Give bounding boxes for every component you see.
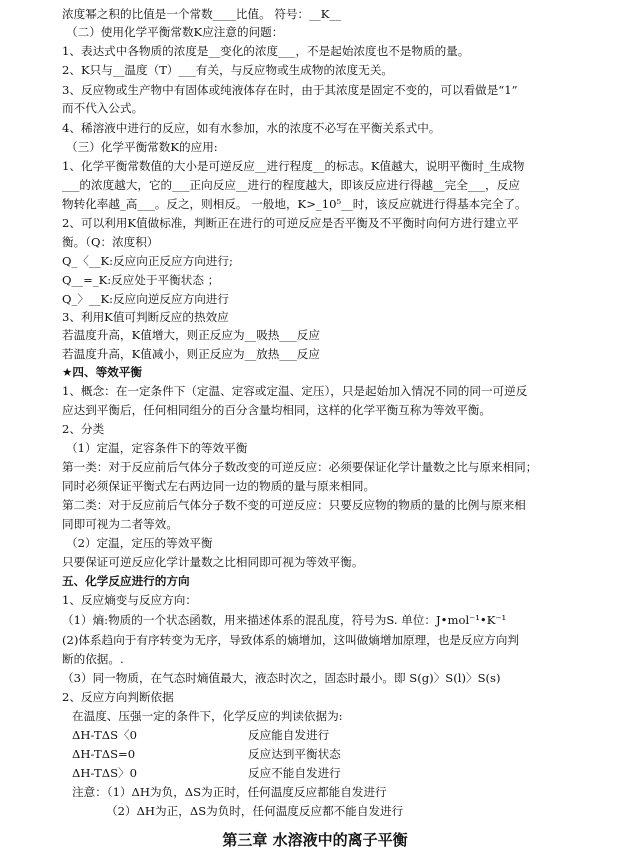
- criteria-expression: ΔH-TΔS〉0: [72, 766, 138, 780]
- text-line: 3、反应物或生产物中有固体或纯液体存在时，由于其浓度是固定不变的，可以看做是“1”: [62, 83, 518, 97]
- text-line: 断的依据。.: [62, 652, 124, 666]
- text-line: 2、可以利用K值做标准，判断正在进行的可逆反应是否平衡及不平衡时向何方进行建立平: [62, 216, 519, 230]
- text-line: 只要保证可逆反应化学计量数之比相同即可视为等效平衡。: [62, 555, 364, 569]
- criteria-row: [72, 746, 592, 763]
- text-line: 1、反应熵变与反应方向：: [62, 593, 197, 607]
- text-line: Q__=_K:反应处于平衡状态 ；: [62, 273, 220, 287]
- text-line: 1、概念：在一定条件下（定温、定容或定温、定压），只是起始加入情况不同的同一可逆反: [62, 384, 528, 398]
- section-heading: ★四、等效平衡: [62, 365, 142, 379]
- text-line: 在温度、压强一定的条件下，化学反应的判读依据为:: [72, 709, 343, 723]
- text-line: (2)体系趋向于有序转变为无序，导致体系的熵增加，这叫做熵增加原理，也是反应方向判: [62, 633, 519, 647]
- text-line: 第一类：对于反应前后气体分子数改变的可逆反应：必须要保证化学计量数之比与原来相同；: [62, 460, 538, 474]
- section-heading: 五、化学反应进行的方向: [62, 574, 190, 588]
- note-line: （2）ΔH为正，ΔS为负时，任何温度反应都不能自发进行: [106, 804, 404, 818]
- text-line: 1、化学平衡常数值的大小是可逆反应__进行程度__的标志。K值越大，说明平衡时_生成物: [62, 159, 525, 173]
- text-line: （1）熵:物质的一个状态函数，用来描述体系的混乱度，符号为S. 单位：J•mol⁻¹•K⁻¹: [62, 613, 507, 627]
- text-line: （1）定温，定容条件下的等效平衡: [66, 441, 248, 455]
- text-line: Q_〉__K:反应向逆反应方向进行: [62, 292, 229, 306]
- text-line: 3、利用K值可判断反应的热效应: [62, 310, 229, 324]
- criteria-result: 反应达到平衡状态: [248, 747, 341, 761]
- criteria-row: [72, 765, 592, 782]
- text-line: 2、K只与__温度（T）___有关，与反应物或生成物的浓度无关。: [62, 63, 394, 77]
- text-line: 同时必须保证平衡式左右两边同一边的物质的量与原来相同。: [62, 479, 376, 493]
- text-line: 同即可视为二者等效。: [62, 517, 178, 531]
- chapter-title: 第三章 水溶液中的离子平衡: [222, 831, 408, 849]
- criteria-expression: ΔH-TΔS=0: [72, 747, 136, 761]
- text-line: ___的浓度越大，它的___正向反应__进行的程度越大，即该反应进行得越__完全___，反应: [62, 178, 520, 192]
- criteria-row: [72, 727, 592, 744]
- section-heading: （三）化学平衡常数K的应用:: [66, 140, 218, 154]
- text-line: 第二类：对于反应前后气体分子数不变的可逆反应：只要反应物的物质的量的比例与原来相: [62, 498, 526, 512]
- criteria-expression: ΔH-TΔS〈0: [72, 728, 138, 742]
- text-line: 物转化率越_高___。反之，则相反。 一般地，K>_10⁵__时，该反应就进行得基本完全了。: [62, 197, 527, 211]
- text-line: 若温度升高，K值减小，则正反应为__放热___反应: [62, 347, 320, 361]
- criteria-result: 反应不能自发进行: [248, 766, 341, 780]
- text-line: （2）定温，定压的等效平衡: [66, 536, 213, 550]
- text-line: 而不代入公式。: [62, 101, 144, 115]
- text-line: 浓度幂之积的比值是一个常数____比值。 符号：__K__: [62, 7, 342, 21]
- text-line: （3）同一物质，在气态时熵值最大，液态时次之，固态时最小。即 S(g)〉S(l)〉S(s): [62, 671, 501, 685]
- text-line: 4、稀溶液中进行的反应，如有水参加，水的浓度不必写在平衡关系式中。: [62, 121, 441, 135]
- text-line: 应达到平衡后，任何相同组分的百分含量均相同，这样的化学平衡互称为等效平衡。: [62, 403, 491, 417]
- text-line: 1、表达式中各物质的浓度是__变化的浓度___，不是起始浓度也不是物质的量。: [62, 44, 470, 58]
- text-line: 2、分类: [62, 422, 105, 436]
- criteria-result: 反应能自发进行: [248, 728, 330, 742]
- text-line: 2、反应方向判断依据: [62, 690, 174, 704]
- text-line: 衡。（Q：浓度积）: [62, 235, 159, 249]
- note-line: 注意：（1）ΔH为负，ΔS为正时，任何温度反应都能自发进行: [72, 785, 387, 799]
- text-line: Q_〈__K:反应向正反应方向进行;: [62, 254, 233, 268]
- section-heading: （二）使用化学平衡常数K应注意的问题：: [66, 25, 284, 39]
- text-line: 若温度升高，K值增大，则正反应为__吸热___反应: [62, 328, 320, 342]
